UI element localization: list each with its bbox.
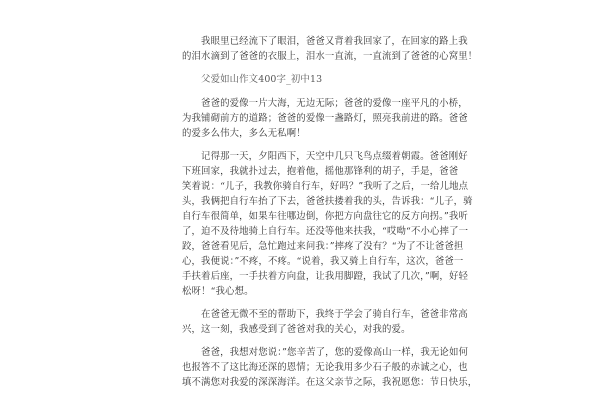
text-line: 记得那一天，夕阳西下，天空中几只飞鸟点缀着朝霞。爸爸刚好 [182, 151, 468, 162]
paragraph-2 [182, 96, 468, 141]
text-line: 自行车很简单，如果车往哪边倒，你把方向盘往它的反方向拐。”我听 [182, 211, 469, 222]
text-column [182, 34, 478, 398]
paragraph-4 [182, 307, 468, 337]
text-line: 的泪水滴到了爸爸的衣服上，泪水一直流，一直流到了爸爸的心窝里！ [182, 51, 478, 62]
text-line: 为我铺砌前方的道路；爸爸的爱像一盏路灯，照亮我前进的路。爸爸 [182, 113, 468, 124]
text-line: 兴，这一刻，我感受到了爸爸对我的关心，对我的爱。 [182, 324, 411, 335]
paragraph-3 [182, 149, 473, 299]
article-title [182, 72, 419, 87]
text-line: 跤，爸爸看见后，急忙跑过来问我：”摔疼了没有？“为了不让爸爸担 [182, 241, 464, 252]
text-line: 爸爸的爱像一片大海，无边无际；爸爸的爱像一座平凡的小桥， [182, 98, 468, 109]
text-line: 我眼里已经流下了眼泪，爸爸又背着我回家了，在回家的路上我 [182, 36, 468, 47]
text-line: 头，我俩把自行车抬了下去，爸爸扶搂着我的头，告诉我：“儿子，骑 [182, 196, 473, 207]
text-line: 松呀！“我心想。 [182, 286, 254, 297]
text-line: 手扶着后座，一手扶着方向盘，让我用脚蹬，我试了几次，”啊，好轻 [182, 271, 469, 282]
text-line: 了，迫不及待地骑上自行车。还没等他来扶我，“哎呦“不小心摔了一 [182, 226, 469, 237]
text-line: 填不满您对我爱的深深海洋。在这父亲节之际，我祝愿您：节日快乐， [182, 377, 478, 388]
text-line: 也报答不了这比海还深的恩情；无论我用多少石子般的赤诚之心，也 [182, 362, 468, 373]
paragraph-1 [182, 34, 478, 64]
text-line: 笑着说：“儿子，我教你骑自行车，好吗？”我听了之后，一给儿地点 [182, 181, 469, 192]
title-text: 父爱如山作文400字_初中13 [182, 74, 323, 85]
text-line: 心，我便说：”不疼，不疼。“说着，我又骑上自行车，这次，爸爸一 [182, 256, 464, 267]
text-line: 爸爸，我想对您说：”您辛苦了，您的爱像高山一样，我无论如何 [182, 347, 469, 358]
paragraph-5 [182, 345, 478, 390]
text-line: 下班回家，我就扑过去，抱着他，摇他那锋利的胡子，手是，爸爸 [182, 166, 459, 177]
text-line: 在爸爸无微不至的帮助下，我终于学会了骑自行车，爸爸非常高 [182, 309, 468, 320]
text-line: 的爱多么伟大，多么无私啊！ [182, 128, 306, 139]
